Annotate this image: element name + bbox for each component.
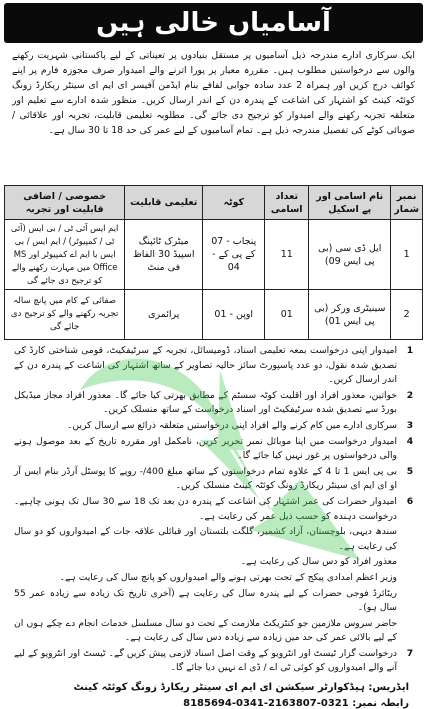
list-item	[14, 495, 417, 524]
list-item	[14, 647, 417, 676]
cell-post: ایل ڈی سی (بی پی ایس 09)	[309, 220, 391, 290]
list-item	[14, 435, 417, 464]
table-header-row	[5, 186, 423, 220]
item-text: معذور افراد کو دس سال کی رعایت ہے۔	[240, 556, 397, 568]
cell-experience: ایم ایس آئی ٹی / بی ایس (آئی ٹی / کمپیوٹر) / ایم ایس / بی ایس یا ایم اے کمپیوٹر اور MS Office میں مہارت رکھنے والے کو ترجیح دی جائے گی	[5, 220, 125, 290]
item-number: 6	[406, 495, 414, 507]
col-experience: خصوصی / اضافی قابلیت اور تجربہ	[5, 186, 125, 220]
cell-education: پرائمری	[125, 290, 203, 340]
col-serial: نمبر شمار	[391, 186, 423, 220]
cell-experience: صفائی کے کام میں پانچ سالہ تجربہ رکھنے والے کو ترجیح دی جائے گی	[5, 290, 125, 340]
contact-footer	[4, 678, 423, 709]
cell-serial: 2	[391, 290, 423, 340]
table-row	[5, 290, 423, 340]
address-line: ایڈریس: ہیڈکوارٹر سیکشن ای ایم ای سینٹر ریکارڈ زونگ کوئٹہ کینٹ	[73, 682, 409, 693]
table-row	[5, 220, 423, 290]
col-quota: کوٹہ	[203, 186, 265, 220]
item-number	[403, 525, 417, 554]
cell-education: میٹرک ٹائپنگ اسپیڈ 30 الفاظ فی منٹ	[125, 220, 203, 290]
col-post: نام اسامی اور پے اسکیل	[309, 186, 391, 220]
cell-quota: پنجاب - 07 کے پی کے - 04	[203, 220, 265, 290]
banner-title: آسامیاں خالی ہیں	[96, 8, 331, 38]
vacancy-table	[4, 185, 423, 340]
list-item	[14, 525, 417, 554]
list-item	[14, 465, 417, 494]
list-item	[14, 344, 417, 388]
list-item	[14, 419, 417, 434]
item-text: خواتین، معذور افراد اور اقلیت کوٹہ سسٹم کے مطابق بھرتی کیا جائے گا۔ معذور افراد مجاز میڈیکل بورڈ سے تصدیق شدہ سرٹیفکیٹ اور اسناد درخواست کے ساتھ منسلک کریں۔	[14, 389, 397, 416]
cell-post: سینیٹری ورکر (بی پی ایس 01)	[309, 290, 391, 340]
col-count: تعداد اسامی	[265, 186, 309, 220]
phone-line: رابطہ نمبر: 0321-2163807-0341-8185694	[183, 698, 409, 709]
cell-quota: اوپن - 01	[203, 290, 265, 340]
list-item	[14, 571, 417, 586]
col-education: تعلیمی قابلیت	[125, 186, 203, 220]
intro-paragraph: ایک سرکاری ادارے مندرجہ ذیل آسامیوں پر مستقل بنیادوں پر تعیناتی کے لیے پاکستانی شہریت رکھنے والوں سے درخواستیں مطلوب ہیں۔ مقررہ معیار پر پورا اترنے والے امیدوار صرف مجوزہ فارم پر اپنے کوائف درج کریں اور ہمراہ 2 عدد سادہ جوابی لفافے بنام ایڈمن آفیسر ای ایم ای سینٹر ریکارڈ زونگ کوئٹہ کینٹ کو اشتہار کی اشاعت کے پندرہ دن کے اندر ارسال کریں۔ منظور شدہ ادارے سے تعلیم اور متعلقہ تجربہ رکھنے والے امیدوار کو ترجیح دی جائے گی۔ مطلوبہ تعلیمی قابلیت، تجربہ اور علاقائی / صوبائی کوٹے کی تفصیل مندرجہ ذیل ہے۔ تمام آسامیوں کے لیے عمر کی حد 18 تا 30 سال ہے۔	[12, 50, 415, 136]
item-text: درخواست گزار ٹیسٹ اور انٹرویو کے وقت اصل اسناد لازمی پیش کریں گے۔ ٹیسٹ اور انٹرویو کے لیے آنے والے امیدواروں کو کوئی ٹی اے / ڈی اے نہیں دیا جائے گا۔	[14, 647, 397, 674]
cell-count: 01	[265, 290, 309, 340]
list-item	[14, 389, 417, 418]
item-text: حاضر سروس ملازمین جو کنٹریکٹ ملازمت کے تحت دو سال مسلسل خدمات انجام دے چکے ہوں ان کے لیے بالائی عمر کی حد میں زیادہ سے زیادہ دس سال کی رعایت ہے۔	[14, 617, 397, 644]
instructions-list	[4, 340, 423, 678]
item-text: بی پی ایس 1 تا 4 کے علاوہ تمام درخواستوں کے ساتھ مبلغ 400/- روپے کا پوسٹل آرڈر بنام ایس آر او ای ایم ای سینٹر ریکارڈ زونگ کوئٹہ کینٹ منسلک کریں۔	[14, 465, 397, 492]
item-text: امیدوار حضرات کی عمر اشتہار کی اشاعت کے پندرہ دن بعد تک 18 سے 30 سال تک ہونی چاہیے۔ درخواست دہندہ کو حسب ذیل عمر کی رعایت ہے۔	[14, 495, 397, 522]
item-text: سرکاری ادارے میں کام کرنے والے افراد اپنی درخواستیں متعلقہ ذرائع سے ارسال کریں۔	[67, 419, 397, 431]
list-item	[14, 555, 417, 570]
cell-serial: 1	[391, 220, 423, 290]
cell-count: 11	[265, 220, 309, 290]
item-number: 3	[406, 419, 414, 431]
item-number: 7	[406, 647, 414, 659]
list-item	[14, 587, 417, 616]
item-number	[403, 617, 417, 646]
item-text: امیدوار اپنی درخواست بمعہ تعلیمی اسناد، ڈومیسائل، تجربہ کے سرٹیفکیٹ، قومی شناختی کارڈ کی تصدیق شدہ نقول، دو عدد پاسپورٹ سائز حالیہ تصاویر کے ساتھ اشتہار کی اشاعت کے پندرہ دن کے اندر ارسال کریں۔	[14, 345, 397, 386]
item-number: 5	[406, 465, 414, 477]
item-text: ریٹائرڈ فوجی حضرات کے لیے پندرہ سال کی رعایت ہے (آخری تاریخ تک زیادہ سے زیادہ عمر 55 سال ہو)۔	[14, 587, 397, 614]
list-item	[14, 617, 417, 646]
vacancy-banner	[4, 3, 423, 43]
item-text: سندھ دیہی، بلوچستان، آزاد کشمیر، گلگت بلتستان اور قبائلی علاقہ جات کے امیدواروں کو دو سال کی رعایت ہے۔	[14, 526, 397, 552]
item-text: وزیر اعظم امدادی پیکج کے تحت بھرتی ہونے والے امیدواروں کو پانچ سال کی رعایت ہے۔	[59, 571, 397, 583]
item-number	[403, 555, 417, 570]
item-number: 4	[406, 435, 414, 447]
item-number: 2	[406, 389, 414, 401]
item-number	[403, 587, 417, 616]
item-number: 1	[406, 345, 414, 356]
item-text: امیدوار درخواست میں اپنا موبائل نمبر تحریر کریں، نامکمل اور مقررہ تاریخ کے بعد موصول ہونے والی درخواستوں پر غور نہیں کیا جائے گا۔	[14, 435, 397, 462]
item-number	[403, 571, 417, 586]
